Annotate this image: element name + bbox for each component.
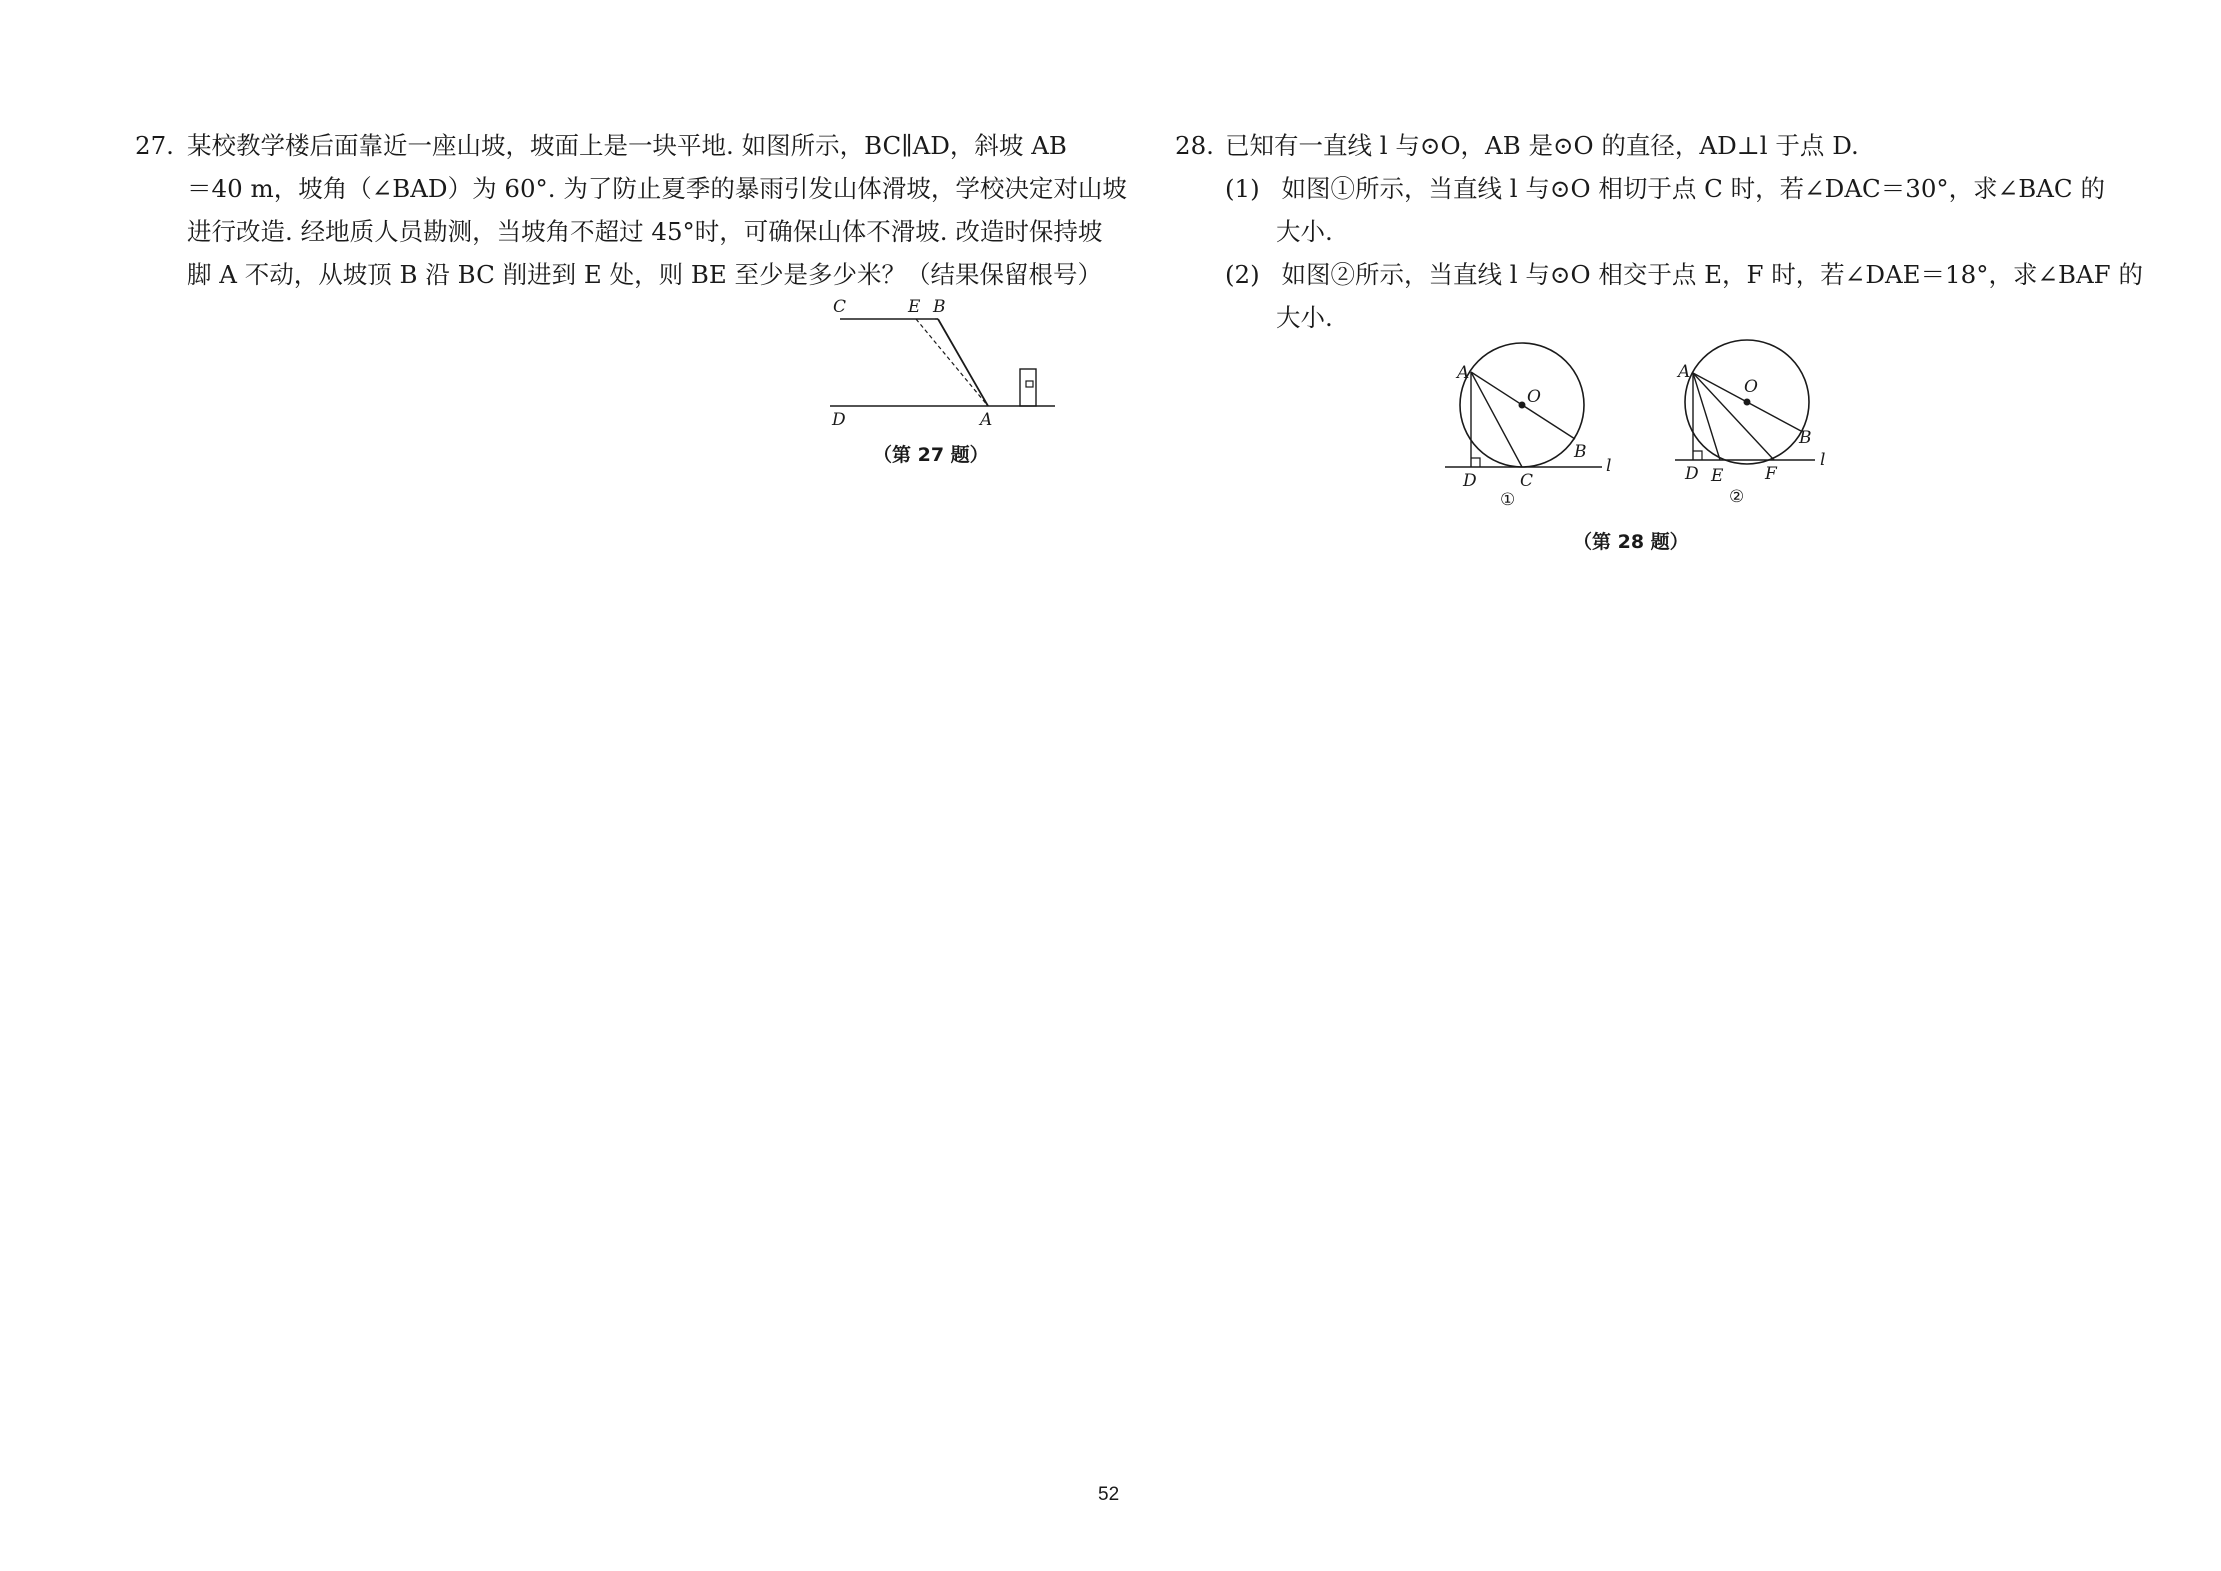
page-number: 52: [1098, 1484, 1120, 1505]
figure-28-2-secant-diagram: [1665, 335, 1855, 515]
label-D: D: [1463, 471, 1477, 491]
question-28: [1175, 124, 2143, 339]
question-28-stem: 已知有一直线 l 与⊙O，AB 是⊙O 的直径，AD⊥l 于点 D.: [1225, 131, 1859, 160]
label-D: D: [1685, 464, 1699, 484]
label-D: D: [832, 410, 846, 430]
label-C: C: [833, 297, 847, 317]
label-A: A: [1457, 363, 1470, 383]
question-27-line-3: 进行改造. 经地质人员勘测，当坡角不超过 45°时，可确保山体不滑坡. 改造时保持坡: [187, 217, 1103, 246]
question-27-line-1: 某校教学楼后面靠近一座山坡，坡面上是一块平地. 如图所示，BC∥AD，斜坡 AB: [187, 131, 1067, 160]
label-l: l: [1606, 456, 1612, 476]
figure-28-caption: （第 28 题）: [1573, 531, 1689, 553]
part-1-text: 如图①所示，当直线 l 与⊙O 相切于点 C 时，若∠DAC＝30°，求∠BAC 的: [1281, 174, 2105, 203]
question-27-line-4: 脚 A 不动，从坡顶 B 沿 BC 削进到 E 处，则 BE 至少是多少米？（结果保留根号）: [187, 260, 1103, 289]
right-angle-mark: [1471, 458, 1480, 467]
figure-28-1-tangent-diagram: [1440, 335, 1630, 515]
label-B: B: [933, 297, 946, 317]
question-27-number: 27.: [135, 131, 174, 160]
label-O: O: [1527, 387, 1541, 407]
label-B: B: [1574, 442, 1587, 462]
question-28-part-2-cont: 大小.: [1276, 303, 1333, 332]
part-1-number: (1): [1225, 174, 1260, 203]
label-F: F: [1765, 464, 1777, 484]
building-window: [1026, 381, 1033, 387]
dashed-ea: [916, 319, 988, 406]
slope-ab: [938, 319, 988, 406]
part-2-text: 如图②所示，当直线 l 与⊙O 相交于点 E，F 时，若∠DAE＝18°，求∠BAF 的: [1281, 260, 2143, 289]
center-point-o: [1744, 399, 1751, 406]
question-28-part-1-cont: 大小.: [1276, 217, 1333, 246]
question-28-part-2: [1225, 253, 2143, 296]
label-l: l: [1820, 450, 1826, 470]
question-28-part-1: [1225, 167, 2105, 210]
label-C: C: [1520, 471, 1534, 491]
figure-mark-1: ①: [1500, 490, 1516, 510]
label-B: B: [1799, 428, 1812, 448]
question-27: [135, 124, 1127, 296]
figure-mark-2: ②: [1729, 487, 1745, 507]
label-E: E: [908, 297, 921, 317]
question-28-number: 28.: [1175, 131, 1214, 160]
label-A: A: [980, 410, 993, 430]
figure-27-slope-diagram: [820, 295, 1070, 430]
part-2-number: (2): [1225, 260, 1260, 289]
center-point-o: [1519, 402, 1526, 409]
label-A: A: [1678, 362, 1691, 382]
question-27-line-2: ＝40 m，坡角（∠BAD）为 60°. 为了防止夏季的暴雨引发山体滑坡，学校决定对山坡: [187, 174, 1127, 203]
label-E: E: [1711, 466, 1724, 486]
label-O: O: [1744, 377, 1758, 397]
right-angle-mark: [1693, 451, 1702, 460]
figure-27-caption: （第 27 题）: [873, 444, 989, 466]
segment-ac: [1471, 372, 1522, 467]
